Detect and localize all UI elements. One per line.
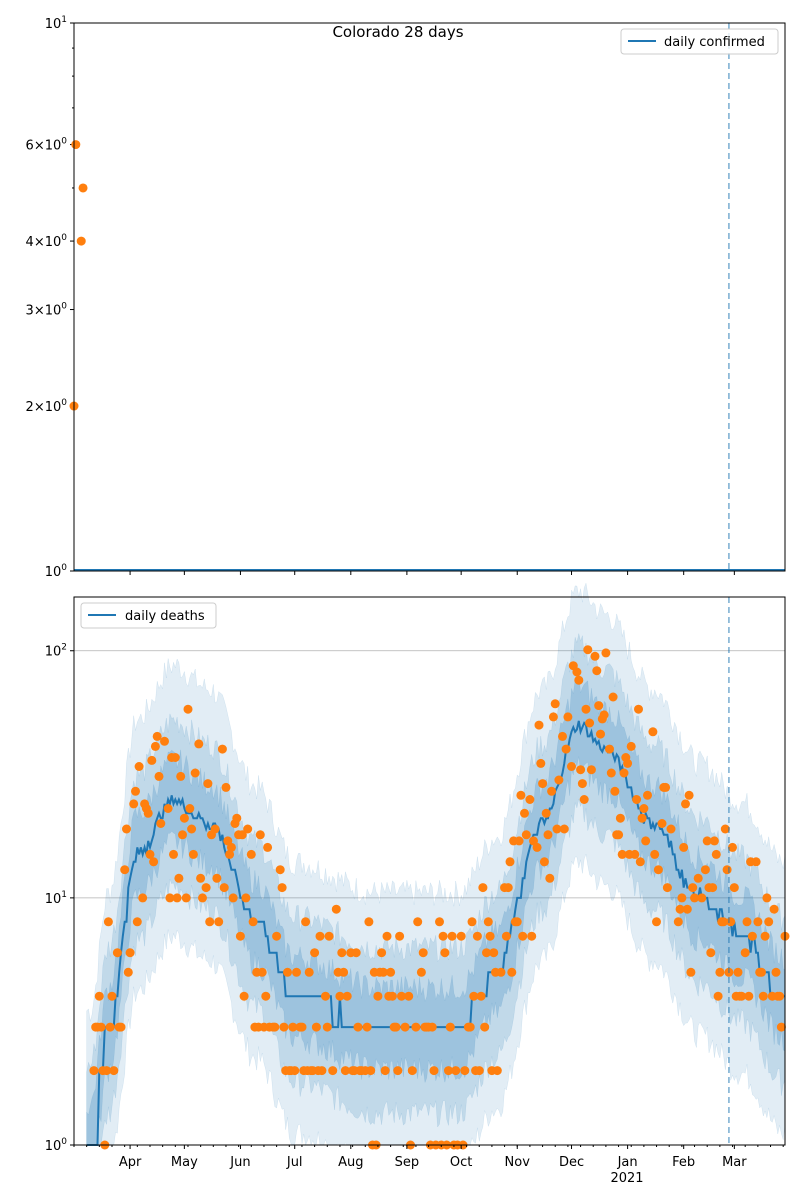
bottom-x-tick-label: May xyxy=(170,1155,198,1170)
bottom-data-point xyxy=(171,753,180,762)
bottom-data-point xyxy=(332,905,341,914)
bottom-data-point xyxy=(515,836,524,845)
bottom-data-point xyxy=(502,932,511,941)
bottom-data-point xyxy=(576,765,585,774)
bottom-data-point xyxy=(535,721,544,730)
bottom-data-point xyxy=(164,804,173,813)
bottom-data-point xyxy=(468,917,477,926)
bottom-data-point xyxy=(317,1066,326,1075)
bottom-data-point xyxy=(560,825,569,834)
bottom-data-point xyxy=(583,645,592,654)
top-y-tick-label: $6\times 10^0$ xyxy=(25,136,67,154)
chart-title: Colorado 28 days xyxy=(332,23,464,41)
bottom-data-point xyxy=(652,917,661,926)
bottom-data-point xyxy=(525,795,534,804)
bottom-data-point xyxy=(596,730,605,739)
bottom-data-point xyxy=(762,893,771,902)
bottom-data-point xyxy=(761,932,770,941)
bottom-data-point xyxy=(752,857,761,866)
bottom-data-point xyxy=(686,968,695,977)
bottom-data-point xyxy=(366,1066,375,1075)
top-y-axis xyxy=(26,15,735,580)
bottom-data-point xyxy=(354,1023,363,1032)
bottom-data-point xyxy=(419,948,428,957)
bottom-y-tick-label: $10^1$ xyxy=(44,889,67,907)
bottom-data-point xyxy=(218,745,227,754)
bottom-data-point xyxy=(504,883,513,892)
bottom-data-point xyxy=(182,893,191,902)
bottom-data-point xyxy=(117,1023,126,1032)
bottom-data-point xyxy=(451,1066,460,1075)
bottom-data-point xyxy=(126,948,135,957)
bottom-data-point xyxy=(381,1066,390,1075)
bottom-data-point xyxy=(697,893,706,902)
bottom-data-point xyxy=(630,850,639,859)
bottom-data-point xyxy=(153,732,162,741)
bottom-data-point xyxy=(440,948,449,957)
bottom-data-point xyxy=(620,769,629,778)
bottom-data-point xyxy=(578,779,587,788)
bottom-data-point xyxy=(506,857,515,866)
bottom-data-point xyxy=(120,865,129,874)
bottom-data-point xyxy=(122,825,131,834)
bottom-data-point xyxy=(156,819,165,828)
bottom-data-point xyxy=(536,759,545,768)
bottom-data-point xyxy=(460,1066,469,1075)
bottom-data-point xyxy=(249,917,258,926)
bottom-data-point xyxy=(592,666,601,675)
bottom-data-point xyxy=(321,992,330,1001)
bottom-x-tick-label: Jun xyxy=(230,1155,251,1170)
bottom-data-point xyxy=(212,874,221,883)
bottom-data-point xyxy=(708,883,717,892)
bottom-data-point xyxy=(227,843,236,852)
bottom-data-point xyxy=(486,932,495,941)
bottom-data-point xyxy=(587,765,596,774)
bottom-x-tick-label: Apr xyxy=(118,1155,142,1170)
bottom-data-point xyxy=(558,732,567,741)
bottom-data-point xyxy=(430,1066,439,1075)
bottom-data-point xyxy=(712,850,721,859)
bottom-data-point xyxy=(155,772,164,781)
top-y-tick-label: $10^1$ xyxy=(44,15,67,32)
bottom-data-point xyxy=(484,917,493,926)
bottom-data-point xyxy=(574,676,583,685)
bottom-data-point xyxy=(151,742,160,751)
bottom-data-point xyxy=(616,814,625,823)
bottom-data-point xyxy=(636,857,645,866)
bottom-data-point xyxy=(554,776,563,785)
bottom-data-point xyxy=(694,874,703,883)
bottom-data-point xyxy=(658,819,667,828)
bottom-data-point xyxy=(582,705,591,714)
bottom-data-point xyxy=(497,968,506,977)
bottom-data-point xyxy=(292,968,301,977)
bottom-x-tick-label: Feb xyxy=(672,1155,696,1170)
top-y-tick-label: $2\times 10^0$ xyxy=(25,398,67,416)
bottom-data-point xyxy=(240,992,249,1001)
bottom-y-tick-label: $10^0$ xyxy=(44,1137,67,1154)
bottom-data-point xyxy=(261,992,270,1001)
bottom-x-tick-label: Oct xyxy=(449,1155,473,1170)
bottom-data-point xyxy=(113,948,122,957)
bottom-data-point xyxy=(160,737,169,746)
bottom-data-point xyxy=(185,804,194,813)
top-y-tick-label: $4\times 10^0$ xyxy=(25,233,67,251)
bottom-data-point xyxy=(741,948,750,957)
bottom-data-point xyxy=(386,968,395,977)
bottom-data-point xyxy=(507,968,516,977)
bottom-data-point xyxy=(364,917,373,926)
bottom-data-point xyxy=(214,917,223,926)
bottom-data-point xyxy=(413,917,422,926)
bottom-data-point xyxy=(489,948,498,957)
bottom-data-point xyxy=(757,968,766,977)
bottom-data-point xyxy=(667,825,676,834)
top-plot-area xyxy=(70,23,786,571)
bottom-data-point xyxy=(648,727,657,736)
bottom-data-point xyxy=(477,992,486,1001)
top-y-tick-label: $3\times 10^0$ xyxy=(25,301,67,319)
bottom-data-point xyxy=(187,825,196,834)
bottom-data-point xyxy=(623,759,632,768)
bottom-panel xyxy=(45,583,790,1186)
top-axes-frame xyxy=(74,23,785,571)
bottom-data-point xyxy=(478,883,487,892)
bottom-data-point xyxy=(715,968,724,977)
bottom-data-point xyxy=(580,795,589,804)
bottom-data-point xyxy=(203,779,212,788)
bottom-data-point xyxy=(211,825,220,834)
bottom-data-point xyxy=(236,932,245,941)
bottom-data-point xyxy=(169,850,178,859)
bottom-data-point xyxy=(544,830,553,839)
bottom-data-point xyxy=(607,769,616,778)
bottom-data-point xyxy=(232,814,241,823)
bottom-data-point xyxy=(95,992,104,1001)
bottom-data-point xyxy=(270,1023,279,1032)
top-data-point xyxy=(71,140,80,149)
bottom-data-point xyxy=(726,917,735,926)
bottom-data-point xyxy=(290,1066,299,1075)
bottom-data-point xyxy=(650,850,659,859)
bottom-data-point xyxy=(744,992,753,1001)
bottom-data-point xyxy=(706,948,715,957)
bottom-data-point xyxy=(748,932,757,941)
bottom-x-tick-label: Nov xyxy=(504,1155,530,1170)
bottom-data-point xyxy=(663,883,672,892)
bottom-data-point xyxy=(627,742,636,751)
bottom-data-point xyxy=(131,787,140,796)
bottom-data-point xyxy=(446,1023,455,1032)
bottom-x-tick-label: Jul xyxy=(286,1155,303,1170)
bottom-data-point xyxy=(202,883,211,892)
bottom-data-point xyxy=(439,932,448,941)
bottom-data-point xyxy=(643,791,652,800)
top-y-tick-label: $10^0$ xyxy=(44,563,67,580)
bottom-data-point xyxy=(144,809,153,818)
bottom-data-point xyxy=(258,968,267,977)
bottom-x-tick-label: Jan xyxy=(617,1155,638,1170)
bottom-data-point xyxy=(198,893,207,902)
bottom-data-point xyxy=(639,804,648,813)
bottom-data-point xyxy=(759,992,768,1001)
top-legend xyxy=(621,29,778,54)
bottom-data-point xyxy=(591,652,600,661)
bottom-data-point xyxy=(661,783,670,792)
bottom-y-axis xyxy=(45,643,74,1154)
bottom-data-point xyxy=(89,1066,98,1075)
bottom-data-point xyxy=(605,745,614,754)
bottom-data-point xyxy=(404,992,413,1001)
bottom-data-point xyxy=(585,719,594,728)
bottom-data-point xyxy=(180,814,189,823)
bottom-data-point xyxy=(109,1066,118,1075)
bottom-data-point xyxy=(600,710,609,719)
bottom-x-tick-label: Aug xyxy=(338,1155,364,1170)
bottom-data-point xyxy=(106,1023,115,1032)
bottom-data-point xyxy=(428,1023,437,1032)
bottom-data-point xyxy=(493,1066,502,1075)
bottom-data-point xyxy=(411,1023,420,1032)
bottom-data-point xyxy=(632,795,641,804)
top-legend-label: daily confirmed xyxy=(664,35,765,50)
bottom-data-point xyxy=(641,836,650,845)
bottom-data-point xyxy=(401,1023,410,1032)
bottom-data-point xyxy=(547,787,556,796)
bottom-data-point xyxy=(677,893,686,902)
bottom-data-point xyxy=(108,992,117,1001)
bottom-data-point xyxy=(310,948,319,957)
bottom-data-point xyxy=(256,830,265,839)
bottom-data-point xyxy=(594,701,603,710)
bottom-data-point xyxy=(545,874,554,883)
bottom-data-point xyxy=(178,830,187,839)
bottom-data-point xyxy=(634,705,643,714)
bottom-data-point xyxy=(312,1023,321,1032)
bottom-data-point xyxy=(174,874,183,883)
bottom-data-point xyxy=(147,756,156,765)
bottom-data-point xyxy=(408,1066,417,1075)
bottom-data-point xyxy=(609,693,618,702)
bottom-data-point xyxy=(135,762,144,771)
bottom-x-tick-label: Dec xyxy=(558,1155,585,1170)
bottom-data-point xyxy=(316,932,325,941)
bottom-data-point xyxy=(473,932,482,941)
bottom-data-point xyxy=(325,932,334,941)
bottom-uncertainty-bands xyxy=(87,583,785,1145)
bottom-data-point xyxy=(734,968,743,977)
bottom-data-point xyxy=(383,932,392,941)
bottom-data-point xyxy=(97,1023,106,1032)
bottom-data-point xyxy=(339,968,348,977)
bottom-data-point xyxy=(124,968,133,977)
bottom-data-point xyxy=(685,791,694,800)
bottom-data-point xyxy=(298,1023,307,1032)
bottom-data-point xyxy=(701,865,710,874)
bottom-data-point xyxy=(723,865,732,874)
bottom-data-point xyxy=(301,917,310,926)
bottom-data-point xyxy=(243,825,252,834)
bottom-data-point xyxy=(775,992,784,1001)
bottom-data-point xyxy=(540,857,549,866)
bottom-data-point xyxy=(191,769,200,778)
bottom-data-point xyxy=(247,850,256,859)
bottom-data-point xyxy=(688,883,697,892)
bottom-data-point xyxy=(533,843,542,852)
bottom-data-point xyxy=(743,917,752,926)
bottom-data-point xyxy=(229,893,238,902)
bottom-data-point xyxy=(764,917,773,926)
bottom-data-point xyxy=(392,1023,401,1032)
top-data-point xyxy=(77,237,86,246)
bottom-data-point xyxy=(753,917,762,926)
bottom-data-point xyxy=(549,712,558,721)
bottom-data-point xyxy=(222,783,231,792)
bottom-data-point xyxy=(513,917,522,926)
bottom-data-point xyxy=(480,1023,489,1032)
bottom-data-point xyxy=(323,1023,332,1032)
bottom-data-point xyxy=(241,893,250,902)
bottom-data-point xyxy=(601,648,610,657)
bottom-data-point xyxy=(133,917,142,926)
bottom-data-point xyxy=(176,772,185,781)
bottom-data-point xyxy=(527,932,536,941)
bottom-data-point xyxy=(283,968,292,977)
bottom-data-point xyxy=(542,809,551,818)
top-panel xyxy=(26,15,785,580)
bottom-data-point xyxy=(363,1023,372,1032)
bottom-data-point xyxy=(710,836,719,845)
bottom-data-point xyxy=(377,948,386,957)
bottom-data-point xyxy=(373,992,382,1001)
bottom-data-point xyxy=(435,917,444,926)
bottom-data-point xyxy=(173,893,182,902)
bottom-data-point xyxy=(328,1066,337,1075)
bottom-data-point xyxy=(567,762,576,771)
year-label: 2021 xyxy=(610,1171,644,1186)
bottom-data-point xyxy=(563,712,572,721)
bottom-data-point xyxy=(337,948,346,957)
bottom-data-point xyxy=(551,699,560,708)
bottom-data-point xyxy=(638,814,647,823)
bottom-data-point xyxy=(654,865,663,874)
bottom-data-point xyxy=(730,883,739,892)
bottom-data-point xyxy=(278,883,287,892)
bottom-data-point xyxy=(279,1023,288,1032)
bottom-data-point xyxy=(129,799,138,808)
bottom-data-point xyxy=(475,1066,484,1075)
bottom-data-point xyxy=(714,992,723,1001)
bottom-data-point xyxy=(516,791,525,800)
bottom-data-point xyxy=(352,948,361,957)
bottom-data-point xyxy=(393,1066,402,1075)
bottom-data-point xyxy=(189,850,198,859)
bottom-x-tick-label: Sep xyxy=(394,1155,420,1170)
bottom-data-point xyxy=(343,992,352,1001)
bottom-data-point xyxy=(522,830,531,839)
bottom-data-point xyxy=(518,932,527,941)
bottom-data-point xyxy=(448,932,457,941)
bottom-data-point xyxy=(674,917,683,926)
bottom-data-point xyxy=(276,865,285,874)
bottom-data-point xyxy=(572,668,581,677)
bottom-data-point xyxy=(683,905,692,914)
top-data-point xyxy=(79,183,88,192)
bottom-data-point xyxy=(681,799,690,808)
bottom-data-point xyxy=(138,893,147,902)
bottom-data-point xyxy=(272,932,281,941)
bottom-y-tick-label: $10^2$ xyxy=(44,642,67,660)
bottom-data-point xyxy=(772,968,781,977)
bottom-data-point xyxy=(184,705,193,714)
bottom-data-point xyxy=(263,843,272,852)
bottom-data-point xyxy=(520,809,529,818)
bottom-data-point xyxy=(538,779,547,788)
bottom-data-point xyxy=(562,745,571,754)
bottom-data-point xyxy=(205,917,214,926)
bottom-data-point xyxy=(104,917,113,926)
bottom-data-point xyxy=(457,932,466,941)
bottom-data-point xyxy=(388,992,397,1001)
bottom-data-point xyxy=(196,874,205,883)
bottom-data-point xyxy=(305,968,314,977)
bottom-x-tick-label: Mar xyxy=(722,1155,747,1170)
bottom-legend xyxy=(81,603,216,628)
bottom-data-point xyxy=(610,787,619,796)
bottom-data-point xyxy=(679,843,688,852)
bottom-data-point xyxy=(149,857,158,866)
bottom-data-point xyxy=(417,968,426,977)
bottom-data-point xyxy=(220,883,229,892)
bottom-data-point xyxy=(770,905,779,914)
bottom-data-point xyxy=(466,1023,475,1032)
bottom-legend-label: daily deaths xyxy=(125,609,205,624)
bottom-data-point xyxy=(395,932,404,941)
bottom-data-point xyxy=(194,739,203,748)
bottom-data-point xyxy=(614,830,623,839)
